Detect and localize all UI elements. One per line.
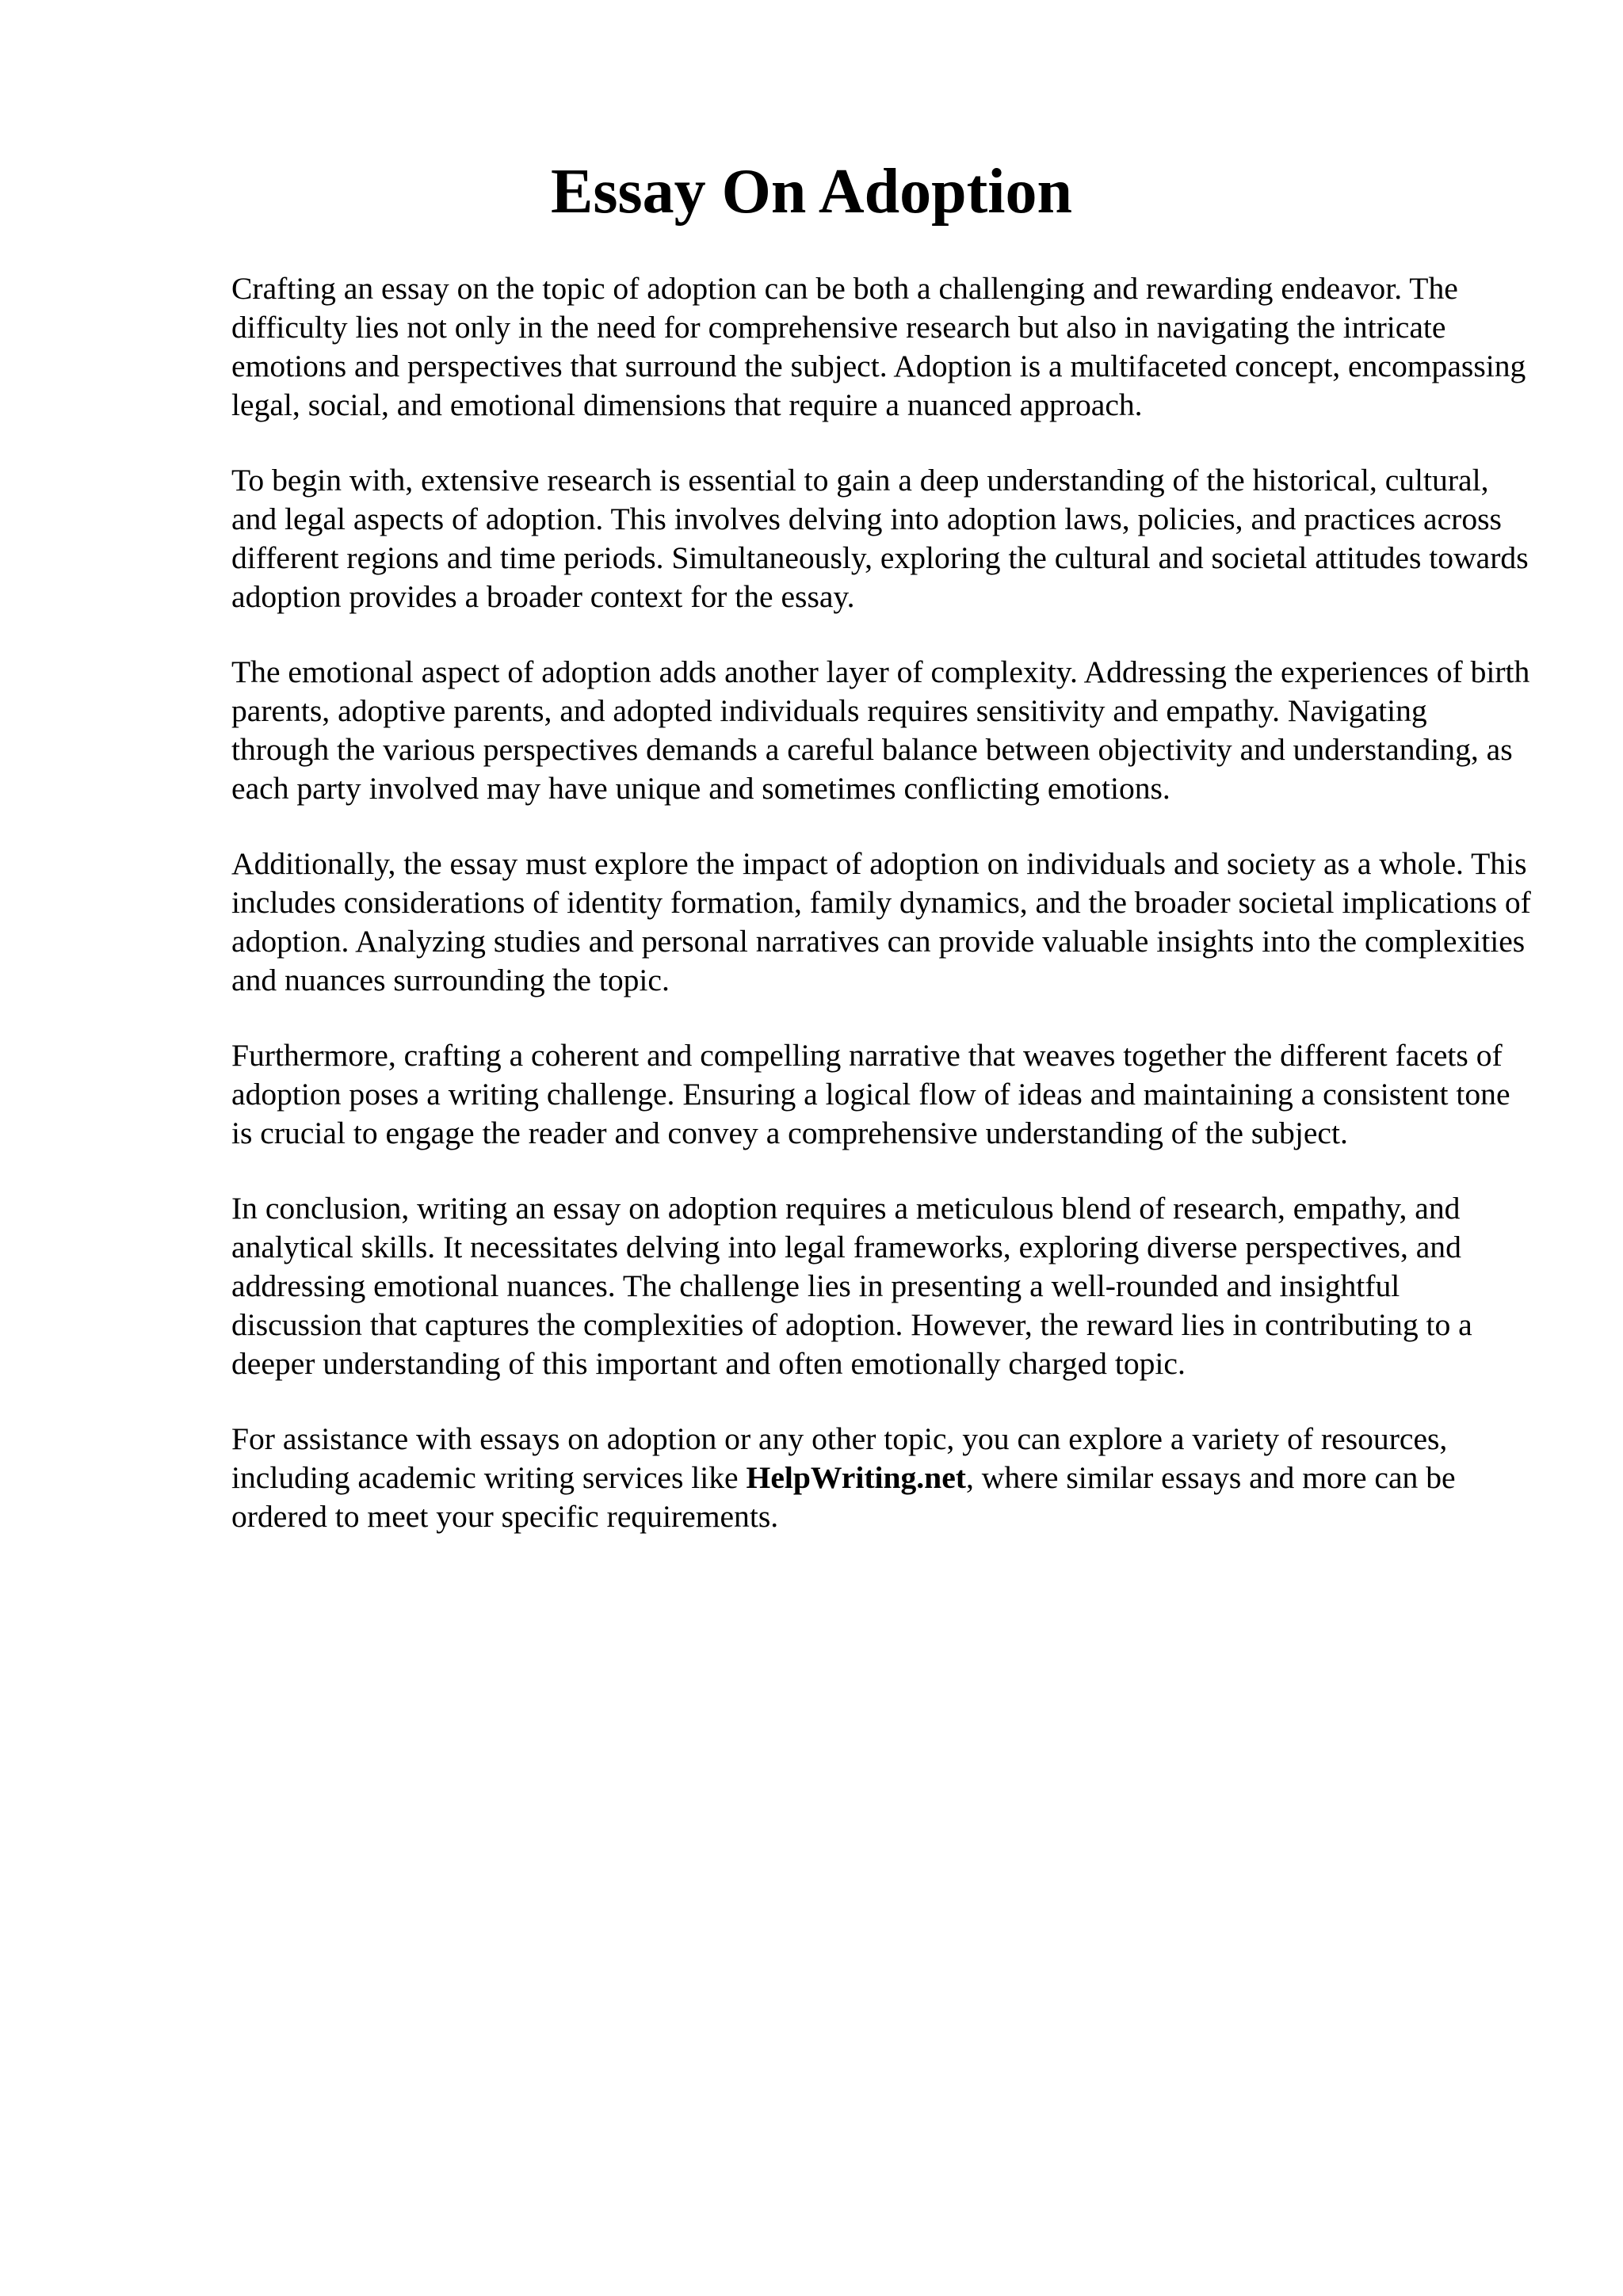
closing-text-before: For assistance with essays on adoption or any other topic, you can explore a variety of resources, including academic writing services like — [231, 1421, 1448, 1495]
paragraph-2: To begin with, extensive research is essential to gain a deep understanding of the historical, cultural, and legal aspects of adoption. This involves delving into adoption laws, policies, and practices across different regions and time periods. Simultaneously, exploring the cultural and societal attitudes towards adoption provides a broader context for the essay. — [231, 463, 1529, 614]
brand-name: HelpWriting.net — [746, 1460, 966, 1495]
closing-paragraph — [231, 1420, 1531, 1536]
paragraph-3: The emotional aspect of adoption adds another layer of complexity. Addressing the experiences of birth parents, adoptive parents, and adopted individuals requires sensitivity and empathy. Navigating through the various perspectives demands a careful balance between objectivity and understanding, as each party involved may have unique and sometimes conflicting emotions. — [231, 654, 1530, 806]
page-title: Essay On Adoption — [550, 157, 1073, 227]
paragraph-5: Furthermore, crafting a coherent and compelling narrative that weaves together the different facets of adoption poses a writing challenge. Ensuring a logical flow of ideas and maintaining a consistent tone is crucial to engage the reader and convey a comprehensive understanding of the subject. — [231, 1038, 1510, 1150]
closing-text-after: , where similar essays and more can be ordered to meet your specific requirements. — [231, 1460, 1456, 1534]
essay-body — [231, 269, 1531, 1573]
paragraph-6: In conclusion, writing an essay on adoption requires a meticulous blend of research, empathy, and analytical skills. It necessitates delving into legal frameworks, exploring diverse perspectives, and addressing emotional nuances. The challenge lies in presenting a well-rounded and insightful discussion that captures the complexities of adoption. However, the reward lies in contributing to a deeper understanding of this important and often emotionally charged topic. — [231, 1191, 1472, 1381]
paragraph-1: Crafting an essay on the topic of adoption can be both a challenging and rewarding endeavor. The difficulty lies not only in the need for comprehensive research but also in navigating the intricate emotions and perspectives that surround the subject. Adoption is a multifaceted concept, encompassing legal, social, and emotional dimensions that require a nuanced approach. — [231, 271, 1526, 422]
paragraph-4: Additionally, the essay must explore the impact of adoption on individuals and society as a whole. This includes considerations of identity formation, family dynamics, and the broader societal implications of adoption. Analyzing studies and personal narratives can provide valuable insights into the complexities and nuances surrounding the topic. — [231, 846, 1531, 997]
